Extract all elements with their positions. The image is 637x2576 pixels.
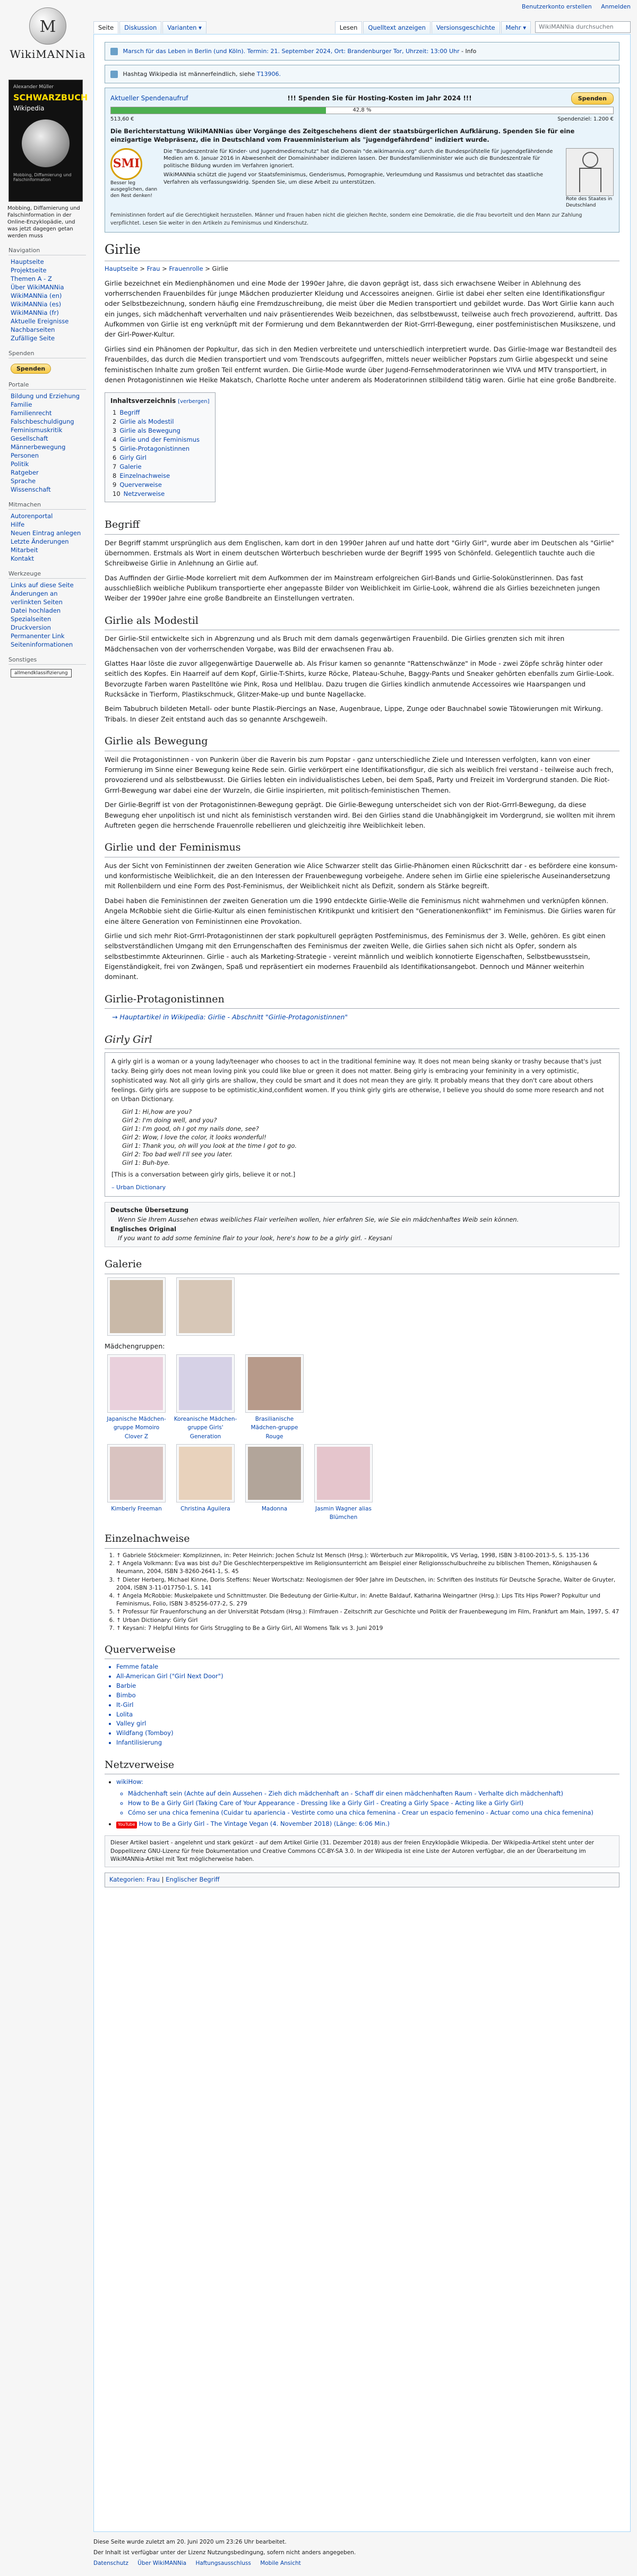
book-description: Mobbing, Diffamierung und Falschinformation in der Online-Enzyklopädie, und was jetzt dagegen getan werden muss xyxy=(7,205,80,239)
toc-item[interactable] xyxy=(113,480,210,490)
gallery-item xyxy=(174,1277,237,1338)
sidebar-nav-item[interactable]: Nachbarseiten xyxy=(11,326,55,333)
category-label[interactable]: Kategorien: xyxy=(109,1875,145,1883)
toc-item[interactable] xyxy=(113,426,210,435)
reference-item: 2. ↑ Angela Volkmann: Eva was bist du? Die Geschlechterperspektive im Religionsunterricht am Beispiel einer Religionsschulbuchreihe zu biblischen Themen, Königshausen & Neumann, 2004, ISBN 3-8260-2641-1, S. 45 xyxy=(116,1560,619,1576)
dialog-line: Girl 1: Buh-bye. xyxy=(122,1159,170,1167)
gallery-image-1[interactable] xyxy=(107,1277,166,1336)
donation-box xyxy=(105,88,619,232)
bewegung-paragraph-1: Weil die Protagonistinnen - von Punkerin über die Raverin bis zum Popstar - ganz unterschiedliche Ziele und Interessen verfolgten, kann von einer Formierung im Sinne einer Bewegung keine Rede sein. Girlie verkörpert eine Identifikationsfigur, die sich als weiblich frei verstand - teilweise auch frech, provozierend und als selbstbewusst. Die Girlies lebten ein individualistisches Leben, bei dem Spaß, Party und Freizeit im Vordergrund standen. Die Riot-Grrrl-Bewegung war dabei eine der Wurzeln, die Girlie inspirierten, mit politisch-feministischen Themen. xyxy=(105,755,614,794)
donation-header xyxy=(110,92,614,105)
toc-number: 2 xyxy=(113,418,117,426)
tab-view-source[interactable]: Quelltext anzeigen xyxy=(363,21,430,33)
dialog-line: Girl 1: I'm good, oh I got my nails done, see? xyxy=(122,1125,259,1133)
intro-paragraph-2: Girlies sind ein Phänomen der Popkultur, das sich in den Medien verbreitete und unterschiedlich interpretiert wurde. Das Girlie-Image war Bestandteil des Frauenbildes, das durch die Medien transportiert und vom Trendscouts aufgegriffen, mittels neuer weiblicher Popstars zum Girlie abgespeckt und seine feministischen Inhalte zum großen Teil entfernt wurden. Die Girlie-Mode wurde über Jugend-Fernsehmoderatorinnen wie VIVA und MTV transportiert, in denen Protagonistinnen wie Heike Makatsch, Charlotte Roche unter anderem als Moderatorinnen stilbildend tätig waren. Girlie hat eine große Bandbreite. xyxy=(105,345,617,384)
sidebar-portal-item[interactable]: Wissenschaft xyxy=(11,486,51,493)
gallery-item xyxy=(105,1277,168,1338)
toc-label[interactable]: Girlie als Modestil xyxy=(119,418,174,426)
sidebar-mitmachen-item[interactable]: Hilfe xyxy=(11,521,25,528)
gallery-item xyxy=(105,1354,168,1441)
section-heading-begriff: Begriff xyxy=(105,517,619,534)
see-also-link[interactable]: • Infantilisierung xyxy=(116,1738,619,1748)
feminismus-paragraph-3: Girlie und sich mehr Riot-Grrrl-Protagonistinnen der stark popkulturell geprägten Postfeminismus, des Feminismus der 3. Welle, gehören. Es gibt einen selbstverständlichen Umgang mit den Errungenschaften des Feminismus der zweiten Welle, die Girlies sahen sich nicht als Opfer, sondern als selbstbestimmte Akteurinnen. Girlie - auch als Marketing-Strategie - vereint männlich und weiblich konnotierte Eigenschaften, Selbstbewusstsein, Eigenständigkeit, frei von Zwängen, Spaß und repräsentiert ein modernes Frauenbild als Identifikationsangebot. Dennoch und Männer weiterhin dominant. xyxy=(105,931,606,981)
sidebar-portal-item[interactable]: Feminismuskritik xyxy=(11,426,63,434)
portal-tools xyxy=(5,570,86,649)
sidebar-nav-item[interactable]: WikiMANNia (es) xyxy=(11,300,62,308)
event-text[interactable]: Marsch für das Leben in Berlin (und Köln). Termin: 21. September 2024, Ort: Brandenburger Tor, Uhrzeit: 13:00 Uhr xyxy=(123,48,460,55)
gallery-caption[interactable]: Madonna xyxy=(261,1505,288,1512)
sidebar-nav-item[interactable]: Aktuelle Ereignisse xyxy=(11,317,69,325)
logo-wordmark: WikiMANNia xyxy=(10,48,86,61)
references xyxy=(105,1552,619,1633)
footer xyxy=(93,2539,356,2571)
donate-now-button[interactable]: Spenden xyxy=(571,92,614,105)
toc-item[interactable] xyxy=(113,490,210,499)
nav-list xyxy=(5,257,86,342)
mode-paragraph-3: Beim Tabubruch bildeten Metall- oder bunte Plastik-Piercings an Nase, Augenbraue, Lippe, Zunge oder Bauchnabel sowie Tätowierungen mit Wirkung. Tribals. In dieser Zeit entstand auch das so genannte Arschgeweih. xyxy=(105,705,603,723)
see-also-link[interactable]: • Lolita xyxy=(116,1710,619,1720)
girly-girl-quote xyxy=(105,1052,619,1197)
toc-item[interactable] xyxy=(113,408,210,417)
bewegung-paragraph-2: Der Girlie-Begriff ist von der Protagonistinnen-Bewegung geprägt. Die Girlie-Bewegung unterscheidet sich von der Riot-Grrrl-Bewegung, da diese Bewegung eher unpolitisch ist und nicht als feministisch verstanden wird. Bei den Girlies stand die Unabhängigkeit im Vordergrund, sie wollten mit ihrem Auftreten gegen die herrschende Frauenrolle rebellieren und gleichzeitig ihre Weiblichkeit leben. xyxy=(105,801,615,829)
toc-number: 9 xyxy=(113,481,117,489)
book-author: Alexander Müller xyxy=(13,84,54,90)
section-heading-refs: Einzelnachweise xyxy=(105,1531,619,1548)
section-heading-netzverweise: Netzverweise xyxy=(105,1757,619,1774)
tab-variants[interactable] xyxy=(162,21,206,33)
footer-link-privacy[interactable]: Datenschutz xyxy=(93,2560,128,2566)
see-also-link[interactable]: • Femme fatale xyxy=(116,1662,619,1672)
gallery-item xyxy=(174,1444,237,1522)
wikihow-item xyxy=(116,1778,619,1817)
page-title: Girlie xyxy=(105,240,619,261)
toc-number: 7 xyxy=(113,463,117,471)
sidebar-mitmachen-item[interactable]: Mitarbeit xyxy=(11,546,38,554)
reference-item: 1. ↑ Gabriele Stöckmeier: Komplizinnen, in: Peter Heinrich: Jochen Schulz Ist Mensch (Hrsg.): Wörterbuch zur Mikropolitik, VS Verlag, 1998, ISBN 3-8100-2013-5, S. 135-136 xyxy=(116,1552,619,1560)
toc-number: 5 xyxy=(113,445,117,453)
gallery-image-9[interactable] xyxy=(314,1444,373,1502)
toc-label[interactable]: Girly Girl xyxy=(119,454,147,462)
see-also-link[interactable]: • Barbie xyxy=(116,1681,619,1691)
breadcrumb-item[interactable]: Frauenrolle xyxy=(169,264,203,272)
reference-item: 5. ↑ Professur für Frauenforschung an der Universität Potsdam (Hrsg.): Filmfrauen - Zeitschrift zur Geschichte und Politik der Frauenbewegung im Film, Frankfurt am Main, 1997, S. 47 xyxy=(116,1608,619,1616)
gallery-caption[interactable]: Jasmin Wagner alias Blümchen xyxy=(315,1505,372,1521)
toc-label[interactable]: Einzelnachweise xyxy=(119,472,170,480)
youtube-item xyxy=(116,1819,619,1829)
sidebar-tools-item[interactable]: Links auf diese Seite xyxy=(11,581,74,589)
gallery-row-2 xyxy=(105,1354,619,1441)
section-heading-bewegung: Girlie als Bewegung xyxy=(105,734,619,751)
gallery-label: Mädchengruppen: xyxy=(105,1342,165,1350)
video-ref-link[interactable]: T13906. xyxy=(256,71,281,78)
main-article-hatnote[interactable]: → Hauptartikel in Wikipedia: Girlie - Abschnitt "Girlie-Protagonistinnen" xyxy=(112,1013,348,1021)
toc-label[interactable]: Girlie-Protagonistinnen xyxy=(119,445,190,453)
gallery-row-3 xyxy=(105,1444,619,1522)
sidebar-tools-item[interactable]: Datei hochladen xyxy=(11,607,61,614)
book-cover-image[interactable] xyxy=(8,80,88,202)
image-placeholder xyxy=(110,1357,163,1410)
gallery-caption[interactable]: Christina Aguilera xyxy=(180,1505,230,1512)
sidebar-mitmachen-item[interactable]: Neuen Eintrag anlegen xyxy=(11,529,81,537)
wikipedia-globe-icon xyxy=(22,119,70,167)
toc-number: 3 xyxy=(113,427,117,435)
translation-en-text: If you want to add some feminine flair to your look, here's how to be a girly girl. - Keysani xyxy=(118,1234,392,1242)
image-placeholder xyxy=(179,1357,232,1410)
translation-box xyxy=(105,1202,619,1247)
tab-more-label: Mehr xyxy=(505,24,521,31)
classification-badge[interactable]: allmendklassifizierung xyxy=(11,669,72,677)
sidebar-portal-item[interactable]: Politik xyxy=(11,460,29,468)
site-logo[interactable] xyxy=(5,5,90,66)
sidebar-tools-item[interactable]: Spezialseiten xyxy=(11,615,51,623)
image-placeholder xyxy=(110,1447,163,1500)
toc-label[interactable]: Querverweise xyxy=(119,481,162,489)
gallery-item xyxy=(243,1354,306,1441)
toc-label[interactable]: Girlie als Bewegung xyxy=(119,427,180,435)
mode-paragraph-2: Glattes Haar löste die zuvor allgegenwärtige Dauerwelle ab. Als Frisur kamen so genannte "Rattenschwänze" in Mode - zwei Zöpfe schräg hinter oder seitlich des Kopfes. Ein Haarreif auf dem Kopf, Girlie-T-Shirts, kurze Röcke, Plateau-Schuhe, Baggy-Pants und Sneaker gehörten ebenfalls zum Girlie-Look. Bevorzugte Farben waren Pastelltöne wie Pink, Rosa und Hellblau. Dazu trugen die Girlies kindlich anmutende Accessoires wie Haarspangen und Rucksäcke in Tierform, Plastikschmuck, Glitzer-Make-up und bunte Nagellacke. xyxy=(105,659,614,699)
donation-headline: !!! Spenden Sie für Hosting-Kosten im Jahr 2024 !!! xyxy=(287,95,472,102)
main-content xyxy=(93,34,631,2532)
quote-source[interactable]: – Urban Dictionary xyxy=(111,1183,166,1191)
gallery-image-3[interactable] xyxy=(107,1354,166,1413)
quote-note: [This is a conversation between girly girls, believe it or not.] xyxy=(111,1171,296,1179)
toc-item[interactable] xyxy=(113,417,210,426)
gallery-caption[interactable]: Brasilianische Mädchen-gruppe Rouge xyxy=(251,1416,298,1440)
youtube-icon: YouTube xyxy=(116,1822,137,1828)
search-input[interactable]: WikiMANNia durchsuchen xyxy=(535,21,631,33)
see-also-link[interactable]: • All-American Girl ("Girl Next Door") xyxy=(116,1672,619,1681)
footer-link-mobile[interactable]: Mobile Ansicht xyxy=(260,2560,301,2566)
external-links xyxy=(105,1778,619,1829)
sidebar-portal-item[interactable]: Familie xyxy=(11,401,32,408)
toc-list xyxy=(110,408,210,499)
smi-logo: SMI xyxy=(110,148,142,180)
intro-paragraph-1: Girlie bezeichnet ein Medienphänomen und eine Mode der 1990er Jahre, die davon geprägt ist, dass sich erwachsene Weiber in Ablehnung des vorherrschenden Frauenbildes für junge Mädchen produzierter Kleidung und Accessoires aneignen. Girlie ist dabei eher selten eine Identifikationsfigur oder Selbstbezeichnung, sondern häufig eine Fremdzuschreibung, die meist über die Medien transportiert und gebildet wurde. Das Wort Girlie kann auch ein junges, sich mädchenhaft ververhalten und naiv präsentierendes Weib bezeichnen, das selbstbewusst, teilweise auch frech provozierend, auftritt. Das Aufkommen von Girlie ist eng verknüpft mit der Formierung und dem Bekanntwerden der Riot-Grrrl-Bewegung, einer postfeministischen Musikszene, und der Girl-Power-Kultur. xyxy=(105,279,618,339)
gallery-image-4[interactable] xyxy=(176,1354,235,1413)
indexing-fine-print: Feministinnen fordert auf die Gerechtigkeit herzustellen. Männer und Frauen haben nicht die gleichen Rechte, sondern eine Demokratie, die die Frau bevorteilt und den Mann zur Zahlung verpflichtet. Lesen Sie weiter in den Artikeln zu Feminismus und Kinderschutz. xyxy=(110,212,582,226)
feminismus-paragraph-1: Aus der Sicht von Feministinnen der zweiten Generation wie Alice Schwarzer stellt das Girlie-Phänomen einen Rückschritt dar - es befördere eine konsum- und konformistische Weiblichkeit, die an den Interessen der Frauenbewegung vorbeigehe. Andere sehen im Girlie eine spielerische Auseinandersetzung mit Rollenbildern und eine Form des Post-Feminismus, der Weiblichkeit nicht als Defizit, sondern als Stärke begreift. xyxy=(105,861,618,890)
gallery-caption[interactable]: Koreanische Mädchen-gruppe Girls' Generation xyxy=(174,1416,237,1440)
quote-dialog xyxy=(111,1107,613,1167)
image-placeholder xyxy=(179,1280,232,1333)
book-subtitle: Wikipedia xyxy=(13,104,45,112)
toc-toggle[interactable]: [verbergen] xyxy=(178,399,210,405)
portal-heading: Werkzeuge xyxy=(8,570,86,579)
portal-portale xyxy=(5,381,86,494)
indexing-text-2: WikiMANNia schützt die Jugend vor Staatsfeminismus, Genderismus, Pornographie, Verleumdung und Rassismus und betrachtet das staatliche Verfahren als verfassungswidrig. Spenden Sie, um diese Arbeit zu unterstützen. xyxy=(163,172,544,185)
image-placeholder xyxy=(179,1447,232,1500)
donation-text: Die Berichterstattung WikiMANNias über Vorgänge des Zeitgeschehens dient der staatsbürgerlichen Aufklärung. Spenden Sie für eine einzigartige Webpräsenz, die in Deutschland vom Frauenministerium als "jugendgefährdend" indiziert wurde. xyxy=(110,127,575,143)
portal-heading: Spenden xyxy=(8,350,86,358)
gallery-image-5[interactable] xyxy=(245,1354,304,1413)
sidebar-nav-item[interactable]: Projektseite xyxy=(11,267,47,274)
tab-more[interactable] xyxy=(501,21,531,33)
dialog-line: Girl 1: Hi,how are you? xyxy=(122,1108,192,1116)
indexing-text-1: Die "Bundeszentrale für Kinder- und Jugendmedienschutz" hat die Domain "de.wikimannia.org" durch die Bundesprüfstelle für jugendgefährdende Medien am 6. Januar 2016 in Abwesenheit der Domaininhaber indizieren lassen. Der Bundesfamilienminister wie auch die Bundeszentrale für politische Bildung wurden im Verfahren ignoriert. xyxy=(163,148,553,169)
sidebar-mitmachen-item[interactable]: Kontakt xyxy=(11,555,35,562)
gallery-caption[interactable]: Kimberly Freeman xyxy=(111,1505,162,1512)
section-heading-querverweise: Querverweise xyxy=(105,1642,619,1659)
reference-item: 4. ↑ Angela McRobbie: Muskelpakete und Schnittmuster. Die Bedeutung der Girlie-Kultur, in: Anette Baldauf, Katharina Weingartner (Hrsg.): Lips Tits Hips Power? Popkultur und Feminismus, Folio, ISBN 3-85256-077-2, S. 279 xyxy=(116,1592,619,1608)
begriff-paragraph-2: Das Auffinden der Girlie-Mode korreliert mit dem Aufkommen der im Mainstream erfolgreichen Girl-Bands und Girlie-Solokünstlerinnen. Das fast ausschließlich weibliche Publikum transportierte eher angepasste Bilder von Weiblichkeit im Girlie-Look, während die als Girlies bezeichneten jungen Weiber der 1990er Jahre eine große Bandbreite an Einstellungen vertraten. xyxy=(105,573,600,603)
book-tagline: Mobbing, Diffamierung und Falschinformation xyxy=(13,172,72,182)
gallery-caption[interactable]: Japanische Mädchen-gruppe Momoiro Clover Z xyxy=(107,1416,166,1440)
logo-globe-icon xyxy=(29,7,66,45)
gallery-row-1 xyxy=(105,1277,619,1338)
event-notice xyxy=(105,42,619,61)
feminismus-paragraph-2: Dabei haben die Feministinnen der zweiten Generation um die 1990 entdeckte Girlie-Welle die Feminismus nicht wahrnehmen und verknüpfen können. Angela McRobbie sieht die Girlie-Kultur als einen feministischen Kritikpunkt und kritisiert den "Generationenkonflikt" im Feminismus. Die Girlies waren für eine ältere Generation von Feministinnen eine Provokation. xyxy=(105,896,616,925)
section-heading-girly-girl: Girly Girl xyxy=(105,1032,619,1049)
dialog-line: Girl 2: I'm doing well, and you? xyxy=(122,1117,217,1124)
breadcrumb: Hauptseite > Frau > Frauenrolle > Girlie xyxy=(105,264,228,272)
gallery-item xyxy=(105,1444,168,1522)
sidebar-portal-item[interactable]: Bildung und Erziehung xyxy=(11,392,80,400)
portal-heading: Mitmachen xyxy=(8,501,86,510)
donation-progress-bar xyxy=(110,107,614,114)
donation-title: Aktueller Spendenaufruf xyxy=(110,95,188,102)
portal-other xyxy=(5,656,86,677)
sidebar-nav-item[interactable]: WikiMANNia (en) xyxy=(11,292,62,299)
gallery-image-6[interactable] xyxy=(107,1444,166,1502)
mode-paragraph-1: Der Girlie-Stil entwickelte sich in Abgrenzung und als Bruch mit dem damals gegenwärtigen Frauenbild. Die Girlies grenzten sich mit ihren Mädchensachen von der vorherrschenden Vorgabe, was Bild der erwachsenen Frau ab. xyxy=(105,634,565,653)
see-also-link[interactable]: • It-Girl xyxy=(116,1701,619,1710)
donation-current: 513,60 € xyxy=(110,116,134,123)
toc-label[interactable]: Netzverweise xyxy=(123,490,165,498)
tab-page[interactable]: Seite xyxy=(93,21,118,33)
quote-definition: A girly girl is a woman or a young lady/teenager who chooses to act in the traditional feminine way. It does not mean being skanky or trashy because that's just tacky. Being girly does not mean loving pink you could like blue or green it does not matter. Being girly is embracing your femininity in a very optimistic, sophisticated way. Not all girly girls are shallow, they could be smart and it does not mean they are girly. It probably means that they don't care about others feelings. Girly girls are suppose to be optimistic,kind,confident women. If you think girly girls are otherwise, I believe you should do some more research and not on Urban Dictionary. xyxy=(111,1058,604,1103)
tab-variants-label: Varianten xyxy=(167,24,197,31)
table-of-contents xyxy=(105,392,216,502)
translation-de-title: Deutsche Übersetzung xyxy=(110,1206,189,1214)
toc-item[interactable] xyxy=(113,462,210,471)
chevron-down-icon: ▾ xyxy=(199,24,202,31)
breadcrumb-item[interactable]: Frau xyxy=(147,264,160,272)
begriff-paragraph-1: Der Begriff stammt ursprünglich aus dem Englischen, kam dort in den 1990er Jahren auf und hatte dort "Girly Girl", wurde aber im Deutschen als "Girlie" übernommen. Erstmals als Wort in einem deutschen Wörterbuch beschrieben wurde der Begriff 1995 von Schönfeld. Gelegentlich tauchte auch die Schreibweise Girlie in Anlehnung an Girlie auf. xyxy=(105,538,614,568)
tab-discussion[interactable]: Diskussion xyxy=(119,21,161,33)
sidebar-portal-item[interactable]: Familienrecht xyxy=(11,409,52,417)
sidebar xyxy=(5,80,86,677)
tab-read[interactable]: Lesen xyxy=(335,21,363,33)
toc-number: 8 xyxy=(113,472,117,480)
toc-number: 1 xyxy=(113,409,117,417)
donation-percent: 42,8 % xyxy=(352,107,372,114)
page-tabs xyxy=(93,21,631,34)
sidebar-nav-item[interactable]: WikiMANNia (fr) xyxy=(11,309,59,316)
reference-item: 3. ↑ Dieter Herberg, Michael Kinne, Doris Steffens: Neuer Wortschatz: Neologismen der 90er Jahre im Deutschen, in: Schriften des Instituts für Deutsche Sprache, Walter de Gruyter, 2004, ISBN 3-11-017750-1, S. 141 xyxy=(116,1576,619,1592)
reference-item: 7. ↑ Keysani: 7 Helpful Hints for Girls Struggling to Be a Girly Girl, All Womens Talk vs 3. Juni 2019 xyxy=(116,1625,619,1633)
dialog-line: Girl 2: Too bad well I'll see you later. xyxy=(122,1150,233,1158)
sidebar-portal-item[interactable]: Gesellschaft xyxy=(11,435,48,442)
external-link[interactable]: ◦ Cómo ser una chica femenina (Cuidar tu apariencia - Vestirte como una chica femenina - Crear un espacio femenino - Actuar como una chica femenina) xyxy=(128,1808,619,1818)
see-also-link[interactable]: • Wildfang (Tomboy) xyxy=(116,1729,619,1738)
toc-number: 6 xyxy=(113,454,117,462)
sidebar-portal-item[interactable]: Männerbewegung xyxy=(11,443,66,451)
see-also-link[interactable]: • Bimbo xyxy=(116,1691,619,1701)
sidebar-mitmachen-item[interactable]: Autorenportal xyxy=(11,512,53,520)
toc-item[interactable] xyxy=(113,444,210,453)
login-link[interactable]: Anmelden xyxy=(601,3,631,10)
chevron-down-icon: ▾ xyxy=(523,24,526,31)
gallery-item xyxy=(243,1444,306,1522)
portal-mitmachen xyxy=(5,501,86,563)
personal-tools xyxy=(514,3,631,10)
dialog-line: Girl 1: Thank you, oh will you look at the time I got to go. xyxy=(122,1142,297,1150)
create-account-link[interactable]: Benutzerkonto erstellen xyxy=(521,3,592,10)
calendar-icon xyxy=(110,48,118,55)
footer-links xyxy=(93,2560,356,2566)
translation-en-title: Englisches Original xyxy=(110,1225,177,1233)
image-placeholder xyxy=(110,1280,163,1333)
donation-amounts xyxy=(110,115,614,124)
license-notice: Dieser Artikel basiert - angelehnt und stark gekürzt - auf dem Artikel Girlie (31. Dezember 2018) aus der freien Enzyklopädie Wikipedia. Der Wikipedia-Artikel steht unter der Doppellizenz GNU-Lizenz für freie Dokumentation und Creative Commons CC-BY-SA 3.0. In der Wikipedia ist eine Liste der Autoren verfügbar, die an der Überarbeitung im WikiMANNia-Artikel mit Text möglicherweise haben. xyxy=(105,1835,619,1867)
portal-heading: Navigation xyxy=(8,247,86,255)
breadcrumb-current: Girlie xyxy=(212,264,228,272)
sidebar-nav-item[interactable]: Themen A - Z xyxy=(11,275,52,282)
toc-label[interactable]: Begriff xyxy=(119,409,140,417)
external-link[interactable]: ◦ Mädchenhaft sein (Achte auf dein Aussehen - Zieh dich mädchenhaft an - Schaff dir einen mädchenhaften Raum - Verhalte dich mädchenhaft) xyxy=(128,1789,619,1799)
gallery-image-7[interactable] xyxy=(176,1444,235,1502)
tab-history[interactable]: Versionsgeschichte xyxy=(432,21,500,33)
gallery-image-2[interactable] xyxy=(176,1277,235,1336)
sidebar-mitmachen-item[interactable]: Letzte Änderungen xyxy=(11,538,69,545)
gallery-item xyxy=(174,1354,237,1441)
footer-link-disclaimer[interactable]: Haftungsausschluss xyxy=(195,2560,251,2566)
image-placeholder xyxy=(248,1447,301,1500)
section-heading-galerie: Galerie xyxy=(105,1257,619,1274)
footer-license: Der Inhalt ist verfügbar unter der Lizenz Nutzungsbedingung, sofern nicht anders angegeben. xyxy=(93,2549,356,2556)
sidebar-nav-item[interactable]: Hauptseite xyxy=(11,258,44,265)
category-link[interactable]: Frau xyxy=(147,1875,160,1883)
reference-item: 6. ↑ Urban Dictionary: Girly Girl xyxy=(116,1617,619,1625)
book-title: SCHWARZBUCH xyxy=(13,92,88,102)
sidebar-tools-item[interactable]: Seiteninformationen xyxy=(11,641,73,648)
donate-button[interactable]: Spenden xyxy=(11,364,51,374)
sidebar-portal-item[interactable]: Falschbeschuldigung xyxy=(11,418,74,425)
smi-caption: Besser leg ausgeglichen, dann den Rest denken! xyxy=(110,180,158,199)
toc-number: 10 xyxy=(113,490,120,498)
sidebar-tools-item[interactable]: Änderungen an verlinkten Seiten xyxy=(11,590,63,606)
judge-caption: Rote des Staates in Deutschland xyxy=(566,196,613,208)
footer-last-edited: Diese Seite wurde zuletzt am 20. Juni 2020 um 23:26 Uhr bearbeitet. xyxy=(93,2539,287,2545)
toc-label[interactable]: Galerie xyxy=(119,463,142,471)
toc-number: 4 xyxy=(113,436,117,444)
sidebar-tools-item[interactable]: Permanenter Link xyxy=(11,632,65,640)
video-notice xyxy=(105,65,619,83)
external-link[interactable]: ◦ How to Be a Girly Girl (Taking Care of Your Appearance - Dressing like a Girly Girl - Creating a Girly Space - Acting like a Girly Girl) xyxy=(128,1799,619,1808)
sidebar-portal-item[interactable]: Personen xyxy=(11,452,39,459)
portal-navigation xyxy=(5,247,86,342)
toc-header xyxy=(110,396,210,406)
section-heading-feminismus: Girlie und der Feminismus xyxy=(105,840,619,857)
sidebar-nav-item[interactable]: Zufällige Seite xyxy=(11,334,55,342)
sidebar-portal-item[interactable]: Sprache xyxy=(11,477,36,485)
toc-item[interactable] xyxy=(113,435,210,444)
section-heading-protagonistinnen: Girlie-Protagonistinnen xyxy=(105,992,619,1009)
category-link[interactable]: Englischer Begriff xyxy=(166,1875,220,1883)
portal-heading: Portale xyxy=(8,381,86,390)
dialog-line: Girl 2: Wow, I love the color, it looks wonderful! xyxy=(122,1134,266,1141)
toc-title: Inhaltsverzeichnis xyxy=(110,397,176,405)
toc-label[interactable]: Girlie und der Feminismus xyxy=(119,436,200,444)
donation-goal: Spendenziel: 1.200 € xyxy=(557,116,614,123)
indexing-info xyxy=(110,148,614,209)
video-icon xyxy=(110,71,118,78)
portal-donate xyxy=(5,350,86,374)
judge-image xyxy=(566,148,614,196)
sidebar-tools-item[interactable]: Druckversion xyxy=(11,624,51,631)
youtube-link[interactable]: How to Be a Girly Girl - The Vintage Vegan (4. November 2018) (Länge: 6:06 Min.) xyxy=(139,1820,390,1828)
gallery-image-8[interactable] xyxy=(245,1444,304,1502)
toc-item[interactable] xyxy=(113,453,210,462)
translation-de-text: Wenn Sie Ihrem Aussehen etwas weibliches Flair verleihen wollen, hier erfahren Sie, wie Sie ein mädchenhaftes Weib sein können. xyxy=(118,1215,519,1223)
sidebar-nav-item[interactable]: Über WikiMANNia xyxy=(11,284,64,291)
see-also-link[interactable]: • Valley girl xyxy=(116,1719,619,1729)
toc-item[interactable] xyxy=(113,471,210,480)
video-text: Hashtag Wikipedia ist männerfeindlich, siehe xyxy=(123,71,255,78)
portal-heading: Sonstiges xyxy=(8,656,86,665)
section-heading-modestil: Girlie als Modestil xyxy=(105,613,619,630)
event-info: - Info xyxy=(461,48,477,55)
category-links: Kategorien: Frau | Englischer Begriff xyxy=(105,1873,619,1887)
sidebar-portal-item[interactable]: Ratgeber xyxy=(11,469,39,476)
breadcrumb-item[interactable]: Hauptseite xyxy=(105,264,138,272)
image-placeholder xyxy=(317,1447,370,1500)
see-also xyxy=(105,1662,619,1747)
gallery-item xyxy=(312,1444,375,1522)
wikihow-link[interactable]: wikiHow: xyxy=(116,1778,143,1786)
image-placeholder xyxy=(248,1357,301,1410)
footer-link-about[interactable]: Über WikiMANNia xyxy=(137,2560,187,2566)
